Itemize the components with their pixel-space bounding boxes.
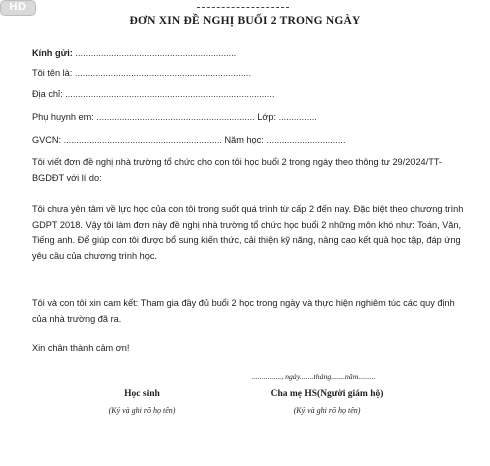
kinh-gui-blank: ...............................................................	[75, 48, 237, 58]
toi-ten-la-line	[32, 68, 251, 78]
paragraph-reason-intro: Tôi viết đơn đề nghị nhà trường tổ chức cho con tôi học buổi 2 trong ngày theo thông tư 29/2024/TT-BGDĐT với lí do:	[32, 157, 442, 183]
nam-hoc-label: Năm học:	[224, 135, 264, 145]
paragraph-reason-body: Tôi chưa yên tâm về lực học của con tôi trong suốt quá trình từ cấp 2 đến nay. Đặc biệt theo chương trình GDPT 2018. Vậy tôi làm đơn này đề nghị nhà trường tổ chức học buổi 2 những môn khó như: Toán, Văn, Tiếng anh. Để giúp con tôi được bổ sung kiến thức, cải thiện kỹ năng, nâng cao kết quả học tập, đáp ứng yêu cầu của chương trình học.	[32, 204, 464, 261]
kinh-gui-label: Kính gửi:	[32, 48, 73, 58]
phu-huynh-label: Phụ huynh em:	[32, 112, 94, 122]
phu-huynh-blank: ..............................................................	[96, 112, 255, 122]
paragraph-commitment: Tôi và con tôi xin cam kết: Tham gia đầy đủ buổi 2 học trong ngày và thực hiện nghiêm túc các quy định của nhà trường đã ra.	[32, 298, 455, 324]
dia-chi-label: Địa chỉ:	[32, 89, 63, 99]
paragraph-thanks: Xin chân thành cảm ơn!	[32, 343, 130, 353]
gvcn-blank: ..............................................................	[63, 135, 222, 145]
student-signature-title: Học sinh	[124, 389, 160, 399]
parent-signature-title: Cha mẹ HS(Người giám hộ)	[270, 389, 384, 399]
toi-ten-la-label: Tôi tên là:	[32, 68, 73, 78]
parent-signature-note: (Ký và ghi rõ họ tên)	[293, 406, 361, 415]
dia-chi-line	[32, 89, 275, 99]
student-signature-note: (Ký và ghi rõ họ tên)	[108, 406, 176, 415]
dia-chi-blank: ..................................................................................	[65, 89, 275, 99]
phu-huynh-line	[32, 112, 317, 122]
toi-ten-la-blank: .....................................................................	[74, 68, 252, 78]
gvcn-line	[32, 135, 346, 145]
header-divider	[197, 7, 289, 8]
lop-blank: ...............	[278, 112, 317, 122]
signature-date-line: ..............., ngày.......tháng.......năm.........	[252, 372, 376, 381]
hd-badge: HD	[0, 0, 36, 16]
nam-hoc-blank: ...............................	[266, 135, 346, 145]
kinh-gui-line	[32, 48, 236, 58]
document-title: ĐƠN XIN ĐỀ NGHỊ BUỔI 2 TRONG NGÀY	[129, 15, 361, 27]
lop-label: Lớp:	[257, 112, 276, 122]
gvcn-label: GVCN:	[32, 135, 62, 145]
